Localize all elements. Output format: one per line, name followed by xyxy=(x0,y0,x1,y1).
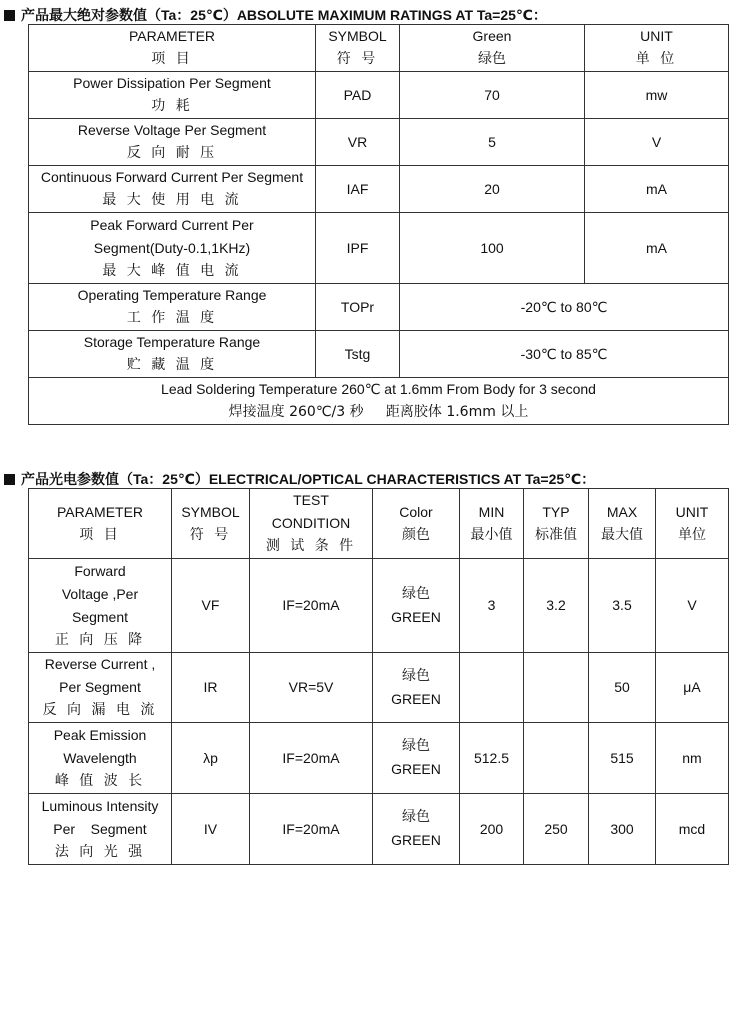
unit-cell: mA xyxy=(585,166,729,213)
unit-cell: nm xyxy=(656,723,729,794)
table-row xyxy=(29,794,729,865)
value-cell: -30℃ to 85℃ xyxy=(400,331,729,378)
unit-cell: V xyxy=(656,559,729,653)
param-cell: Peak Forward Current Per Segment(Duty-0.1,1KHz) 最 大 峰 值 电 流 xyxy=(29,213,316,284)
header-min: MIN 最小值 xyxy=(460,489,524,559)
header-green: Green 绿色 xyxy=(400,25,585,72)
symbol-cell: VR xyxy=(316,119,400,166)
symbol-cell: IAF xyxy=(316,166,400,213)
value-cell: -20℃ to 80℃ xyxy=(400,284,729,331)
symbol-cell: TOPr xyxy=(316,284,400,331)
color-cell: 绿色 GREEN xyxy=(373,559,460,653)
header-symbol: SYMBOL 符 号 xyxy=(316,25,400,72)
symbol-cell: PAD xyxy=(316,72,400,119)
typ-cell: 250 xyxy=(524,794,589,865)
unit-cell: mA xyxy=(585,213,729,284)
electrical-optical-table xyxy=(28,488,729,865)
table-row xyxy=(29,723,729,794)
header-typ: TYP 标准值 xyxy=(524,489,589,559)
square-bullet-icon xyxy=(4,474,15,485)
min-cell xyxy=(460,653,524,723)
param-cell: Forward Voltage ,Per Segment 正 向 压 降 xyxy=(29,559,172,653)
unit-cell: V xyxy=(585,119,729,166)
param-cell: Luminous Intensity Per Segment 法 向 光 强 xyxy=(29,794,172,865)
section1-title xyxy=(4,5,547,25)
table-header-row xyxy=(29,489,729,559)
header-unit: UNIT 单位 xyxy=(656,489,729,559)
param-cell: Storage Temperature Range 贮 藏 温 度 xyxy=(29,331,316,378)
header-parameter: PARAMETER 项 目 xyxy=(29,25,316,72)
footer-cell: Lead Soldering Temperature 260℃ at 1.6mm From Body for 3 second 焊接温度 260℃/3 秒 距离胶体 1.6mm 以上 xyxy=(29,378,729,425)
min-cell: 200 xyxy=(460,794,524,865)
symbol-cell: IV xyxy=(172,794,250,865)
header-parameter: PARAMETER 项 目 xyxy=(29,489,172,559)
unit-cell: mw xyxy=(585,72,729,119)
max-cell: 50 xyxy=(589,653,656,723)
table-row xyxy=(29,331,729,378)
param-cell: Operating Temperature Range 工 作 温 度 xyxy=(29,284,316,331)
typ-cell: 3.2 xyxy=(524,559,589,653)
typ-cell xyxy=(524,723,589,794)
value-cell: 5 xyxy=(400,119,585,166)
header-color: Color 颜色 xyxy=(373,489,460,559)
header-unit: UNIT 单 位 xyxy=(585,25,729,72)
condition-cell: IF=20mA xyxy=(250,794,373,865)
condition-cell: IF=20mA xyxy=(250,559,373,653)
table-footer-row xyxy=(29,378,729,425)
color-cell: 绿色 GREEN xyxy=(373,653,460,723)
param-cell: Power Dissipation Per Segment 功 耗 xyxy=(29,72,316,119)
condition-cell: VR=5V xyxy=(250,653,373,723)
section2-title xyxy=(4,469,595,489)
param-cell: Reverse Voltage Per Segment 反 向 耐 压 xyxy=(29,119,316,166)
section1-title-text: 产品最大绝对参数值（Ta：25℃）ABSOLUTE MAXIMUM RATINGS AT Ta=25℃： xyxy=(21,7,547,23)
min-cell: 512.5 xyxy=(460,723,524,794)
section2-title-text: 产品光电参数值（Ta：25℃）ELECTRICAL/OPTICAL CHARACTERISTICS AT Ta=25℃： xyxy=(21,471,596,487)
param-cell: Continuous Forward Current Per Segment 最 大 使 用 电 流 xyxy=(29,166,316,213)
header-test-condition: TEST CONDITION 测 试 条 件 xyxy=(250,489,373,559)
unit-cell: μA xyxy=(656,653,729,723)
table-row xyxy=(29,213,729,284)
unit-cell: mcd xyxy=(656,794,729,865)
value-cell: 70 xyxy=(400,72,585,119)
value-cell: 20 xyxy=(400,166,585,213)
param-cell: Peak Emission Wavelength 峰 值 波 长 xyxy=(29,723,172,794)
header-max: MAX 最大值 xyxy=(589,489,656,559)
max-cell: 515 xyxy=(589,723,656,794)
symbol-cell: Tstg xyxy=(316,331,400,378)
table-header-row xyxy=(29,25,729,72)
table-row xyxy=(29,284,729,331)
color-cell: 绿色 GREEN xyxy=(373,723,460,794)
table-row xyxy=(29,72,729,119)
table-row xyxy=(29,653,729,723)
max-cell: 3.5 xyxy=(589,559,656,653)
table-row xyxy=(29,119,729,166)
table-row xyxy=(29,166,729,213)
table-row xyxy=(29,559,729,653)
symbol-cell: VF xyxy=(172,559,250,653)
square-bullet-icon xyxy=(4,10,15,21)
condition-cell: IF=20mA xyxy=(250,723,373,794)
symbol-cell: IPF xyxy=(316,213,400,284)
color-cell: 绿色 GREEN xyxy=(373,794,460,865)
value-cell: 100 xyxy=(400,213,585,284)
symbol-cell: IR xyxy=(172,653,250,723)
typ-cell xyxy=(524,653,589,723)
absolute-max-ratings-table xyxy=(28,24,729,425)
header-symbol: SYMBOL 符 号 xyxy=(172,489,250,559)
symbol-cell: λp xyxy=(172,723,250,794)
min-cell: 3 xyxy=(460,559,524,653)
param-cell: Reverse Current , Per Segment 反 向 漏 电 流 xyxy=(29,653,172,723)
max-cell: 300 xyxy=(589,794,656,865)
